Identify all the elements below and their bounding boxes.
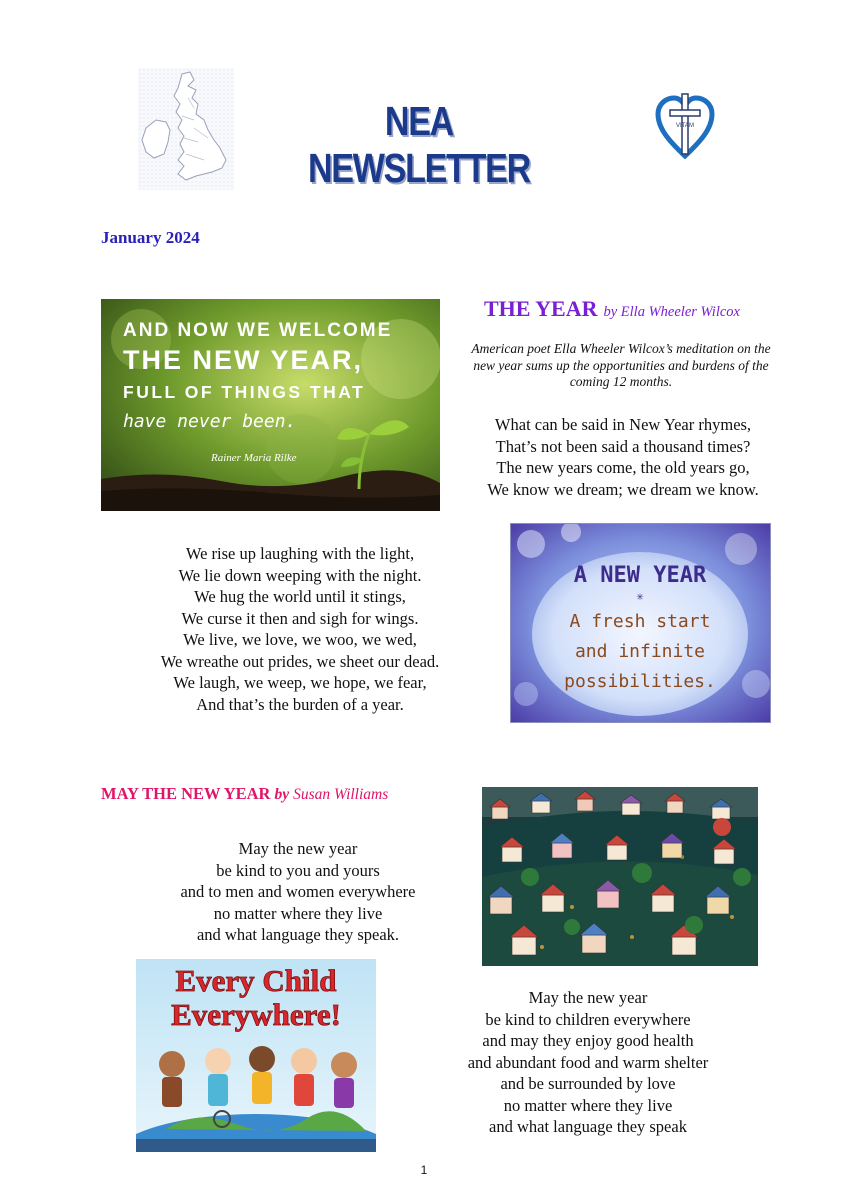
may-new-year-author: Susan Williams	[293, 786, 389, 803]
poem-line: We know we dream; we dream we know.	[487, 479, 759, 499]
fresh-start-image	[510, 523, 771, 723]
poem-line: be kind to children everywhere	[485, 1009, 691, 1029]
uk-ireland-map-icon	[138, 68, 234, 190]
fresh-start-line-2: and infinite	[574, 641, 706, 662]
poem-line: We hug the world until it stings,	[194, 587, 406, 606]
poem-line: be kind to you and yours	[216, 860, 380, 880]
poem-line: We lie down weeping with the night.	[178, 565, 422, 585]
fresh-start-line-3: possibilities.	[564, 671, 716, 692]
quote-line-3: FULL OF THINGS THAT	[123, 382, 366, 402]
every-child-line-1: Every Child	[175, 963, 337, 998]
fresh-start-line-1: A fresh start	[569, 611, 711, 632]
poem-line: and abundant food and warm shelter	[467, 1052, 709, 1072]
every-child-image	[136, 959, 376, 1152]
may-new-year-title: MAY THE NEW YEAR	[101, 784, 271, 803]
quote-author: Rainer Maria Rilke	[211, 452, 297, 464]
the-year-byline: by Ella Wheeler Wilcox	[603, 304, 740, 320]
quote-line-2: THE NEW YEAR,	[123, 345, 364, 375]
poem-line: and to men and women everywhere	[180, 882, 416, 901]
poem-line: We live, we love, we woo, we wed,	[183, 630, 417, 649]
the-year-title: THE YEAR	[484, 296, 598, 321]
poem-line: And that’s the burden of a year.	[196, 694, 404, 714]
issue-date: January 2024	[101, 228, 200, 247]
poem-line: and what language they speak	[489, 1117, 687, 1136]
quote-line-4: have never been.	[123, 411, 297, 432]
poem-line: The new years come, the old years go,	[496, 458, 750, 477]
may-new-year-heading	[101, 784, 388, 804]
page-number: 1	[420, 1163, 428, 1177]
poem-line: and be surrounded by love	[500, 1074, 676, 1093]
new-year-quote-image	[101, 299, 440, 511]
poem-line: What can be said in New Year rhymes,	[494, 415, 752, 434]
poem-line: no matter where they live	[213, 903, 383, 923]
poem-line: We laugh, we weep, we hope, we fear,	[173, 673, 427, 692]
heart-cross-logo-icon	[654, 92, 716, 160]
poem-line: May the new year	[528, 988, 648, 1007]
svg-text:✳: ✳	[636, 589, 644, 603]
poem-line: and what language they speak.	[196, 925, 400, 944]
poem-line: That’s not been said a thousand times?	[495, 436, 751, 456]
poem-line: We rise up laughing with the light,	[185, 544, 415, 563]
logo-text: VITAM	[676, 123, 694, 129]
poem-line: no matter where they live	[503, 1095, 673, 1115]
newsletter-masthead: NEA NEWSLETTER	[307, 98, 530, 191]
fresh-start-title: A NEW YEAR	[573, 563, 707, 588]
poem-line: We curse it then and sigh for wings.	[181, 608, 419, 628]
the-year-stanza-1	[458, 414, 788, 500]
the-year-stanza-2	[130, 543, 470, 715]
may-new-year-stanza-1	[128, 838, 468, 946]
every-child-line-2: Everywhere!	[171, 997, 341, 1032]
quote-line-1: AND NOW WE WELCOME	[123, 320, 393, 341]
may-new-year-stanza-2	[438, 987, 738, 1138]
houses-painting-image	[482, 787, 758, 966]
may-new-year-by: by	[274, 786, 290, 803]
the-year-intro: American poet Ella Wheeler Wilcox’s meditation on the new year sums up the opportunities and burdens of the coming 12 months.	[471, 341, 771, 389]
poem-line: May the new year	[238, 839, 358, 858]
poem-line: and may they enjoy good health	[482, 1031, 694, 1050]
the-year-heading	[484, 296, 740, 322]
poem-line: We wreathe out prides, we sheet our dead.	[160, 651, 440, 671]
